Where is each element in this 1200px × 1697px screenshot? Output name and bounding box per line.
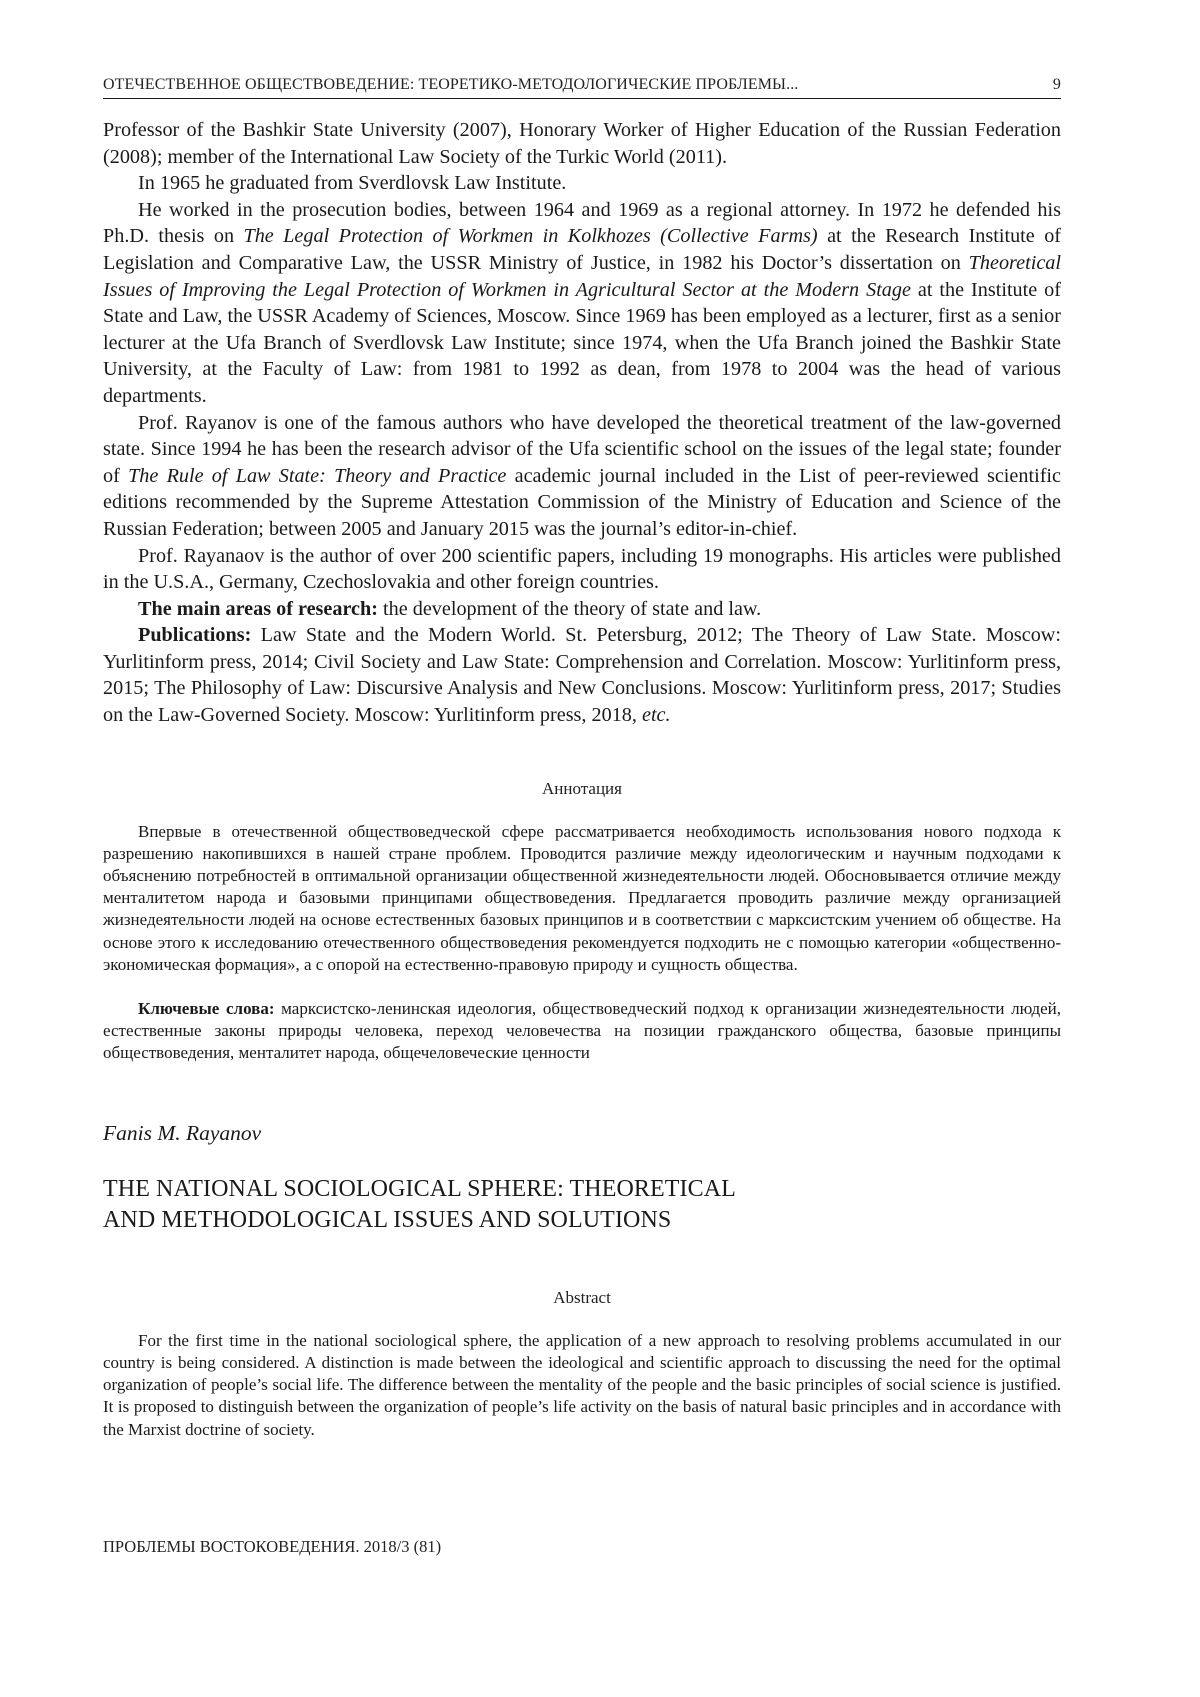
abstract-heading: Abstract — [553, 1287, 611, 1307]
publications-etc: etc. — [641, 704, 671, 727]
ru-annotation-heading: Аннотация — [542, 778, 622, 798]
bio-paragraph: Prof. Rayanaov is the author of over 200 scientific papers, including 19 monographs. His articles were published in the U.S.A., Germany, Czechoslovakia and other foreign countries. — [103, 544, 1061, 594]
author-bio — [103, 117, 1061, 729]
article-title — [103, 1174, 1061, 1236]
bio-text: academic journal included in the List of peer-reviewed scientific editions recommended by the Supreme Attestation Commission of the Ministry of Education and Science of the Russian Federation; between 2005 and January 2015 was the journal’s editor-in-chief. — [103, 464, 1061, 540]
article-author: Fanis M. Rayanov — [103, 1120, 262, 1145]
thesis-title: The Legal Protection of Workmen in Kolkhozes (Collective Farms) — [243, 225, 818, 248]
running-header — [103, 76, 1061, 99]
research-label: The main areas of research: — [138, 597, 378, 620]
bio-paragraph — [103, 197, 1061, 410]
keywords-label: Ключевые слова: — [138, 999, 275, 1019]
dissertation-title: Theoretical Issues of Improving the Legal Protection of Workmen in Agricultural Sector at the Modern Stage — [103, 251, 1061, 301]
ru-keywords — [103, 998, 1061, 1065]
research-areas — [103, 596, 1061, 623]
bio-text: at the Research Institute of Legislation and Comparative Law, the USSR Ministry of Justice, in 1982 his Doctor’s dissertation on — [103, 225, 1062, 274]
bio-text: at the Institute of State and Law, the USSR Academy of Sciences, Moscow. Since 1969 has been employed as a lecturer, first as a senior lecturer at the Ufa Branch of Sverdlovsk Law Institute; since 1974, when the Ufa Branch joined the Bashkir State University, at the Faculty of Law: from 1981 to 1992 as dean, from 1978 to 2004 was the head of various departments. — [103, 278, 1061, 407]
journal-footer: ПРОБЛЕМЫ ВОСТОКОВЕДЕНИЯ. 2018/3 (81) — [103, 1537, 442, 1556]
publications-text: Law State and the Modern World. St. Petersburg, 2012; The Theory of Law State. Moscow: Yurlitinform press, 2014; Civil Society and Law State: Comprehension and Correlation. Moscow: Yurlitinform press, 2015; The Philosophy of Law: Discursive Analysis and New Conclusions. Moscow: Yurlitinform press, 2017; Studies on the Law-Governed Society. Moscow: Yurlitinform press, 2018, — [103, 624, 1061, 727]
research-text: the development of the theory of state and law. — [377, 597, 762, 620]
abstract-text: For the first time in the national sociological sphere, the application of a new approach to resolving problems accumulated in our country is being considered. A distinction is made between the ideological and scientific approach to discussing the need for the optimal organization of people’s social life. The difference between the mentality of the people and the basic principles of social science is justified. It is proposed to distinguish between the organization of people’s life activity on the basis of natural basic principles and in accordance with the Marxist doctrine of society. — [103, 1330, 1061, 1439]
abstract — [103, 1330, 1061, 1441]
running-title: ОТЕЧЕСТВЕННОЕ ОБЩЕСТВОВЕДЕНИЕ: ТЕОРЕТИКО-МЕТОДОЛОГИЧЕСКИЕ ПРОБЛЕМЫ... — [103, 76, 799, 93]
ru-annotation — [103, 821, 1061, 976]
title-line: THE NATIONAL SOCIOLOGICAL SPHERE: THEORETICAL — [103, 1175, 736, 1202]
bio-text: He worked in the prosecution bodies, between 1964 and 1969 as a regional attorney. In 1972 he defended his Ph.D. thesis on — [103, 198, 1061, 248]
publications — [103, 622, 1061, 728]
keywords-text: марксистско-ленинская идеология, обществоведческий подход к организации жизнедеятельности людей, естественные законы природы человека, переход человечества на позиции гражданского общества, базовые принципы обществоведения, менталитет народа, общечеловеческие ценности — [103, 999, 1062, 1063]
page — [103, 76, 1061, 1441]
publications-label: Publications: — [138, 624, 252, 647]
page-number: 9 — [1052, 76, 1061, 93]
journal-title: The Rule of Law State: Theory and Practice — [128, 464, 507, 487]
ru-keywords-paragraph — [103, 998, 1061, 1065]
ru-annotation-text: Впервые в отечественной обществоведческой сфере рассматривается необходимость использования нового подхода к разрешению накопившихся в нашей стране проблем. Проводится различие между идеологическим и научным подходами к объяснению потребностей в оптимальной организации общественной жизнедеятельности людей. Обосновывается отличие между менталитетом народа и базовыми принципами обществоведения. Предлагается проводить различие между организацией жизнедеятельности людей на основе естественных базовых принципов и в соответствии с марксистским учением об обществе. На основе этого к исследованию отечественного обществоведения рекомендуется подходить не с помощью категории «общественно-экономическая формация», а с опорой на естественно-правовую природу и сущность общества. — [103, 821, 1061, 974]
bio-text: Prof. Rayanov is one of the famous authors who have developed the theoretical treatment of the law-governed state. Since 1994 he has been the research advisor of the Ufa scientific school on the issues of the legal state; founder of — [103, 411, 1061, 487]
bio-paragraph: Professor of the Bashkir State University (2007), Honorary Worker of Higher Education of the Russian Federation (2008); member of the International Law Society of the Turkic World (2011). — [103, 119, 1061, 168]
bio-paragraph — [103, 410, 1061, 543]
title-line: AND METHODOLOGICAL ISSUES AND SOLUTIONS — [103, 1206, 672, 1233]
bio-paragraph: In 1965 he graduated from Sverdlovsk Law Institute. — [138, 172, 567, 195]
